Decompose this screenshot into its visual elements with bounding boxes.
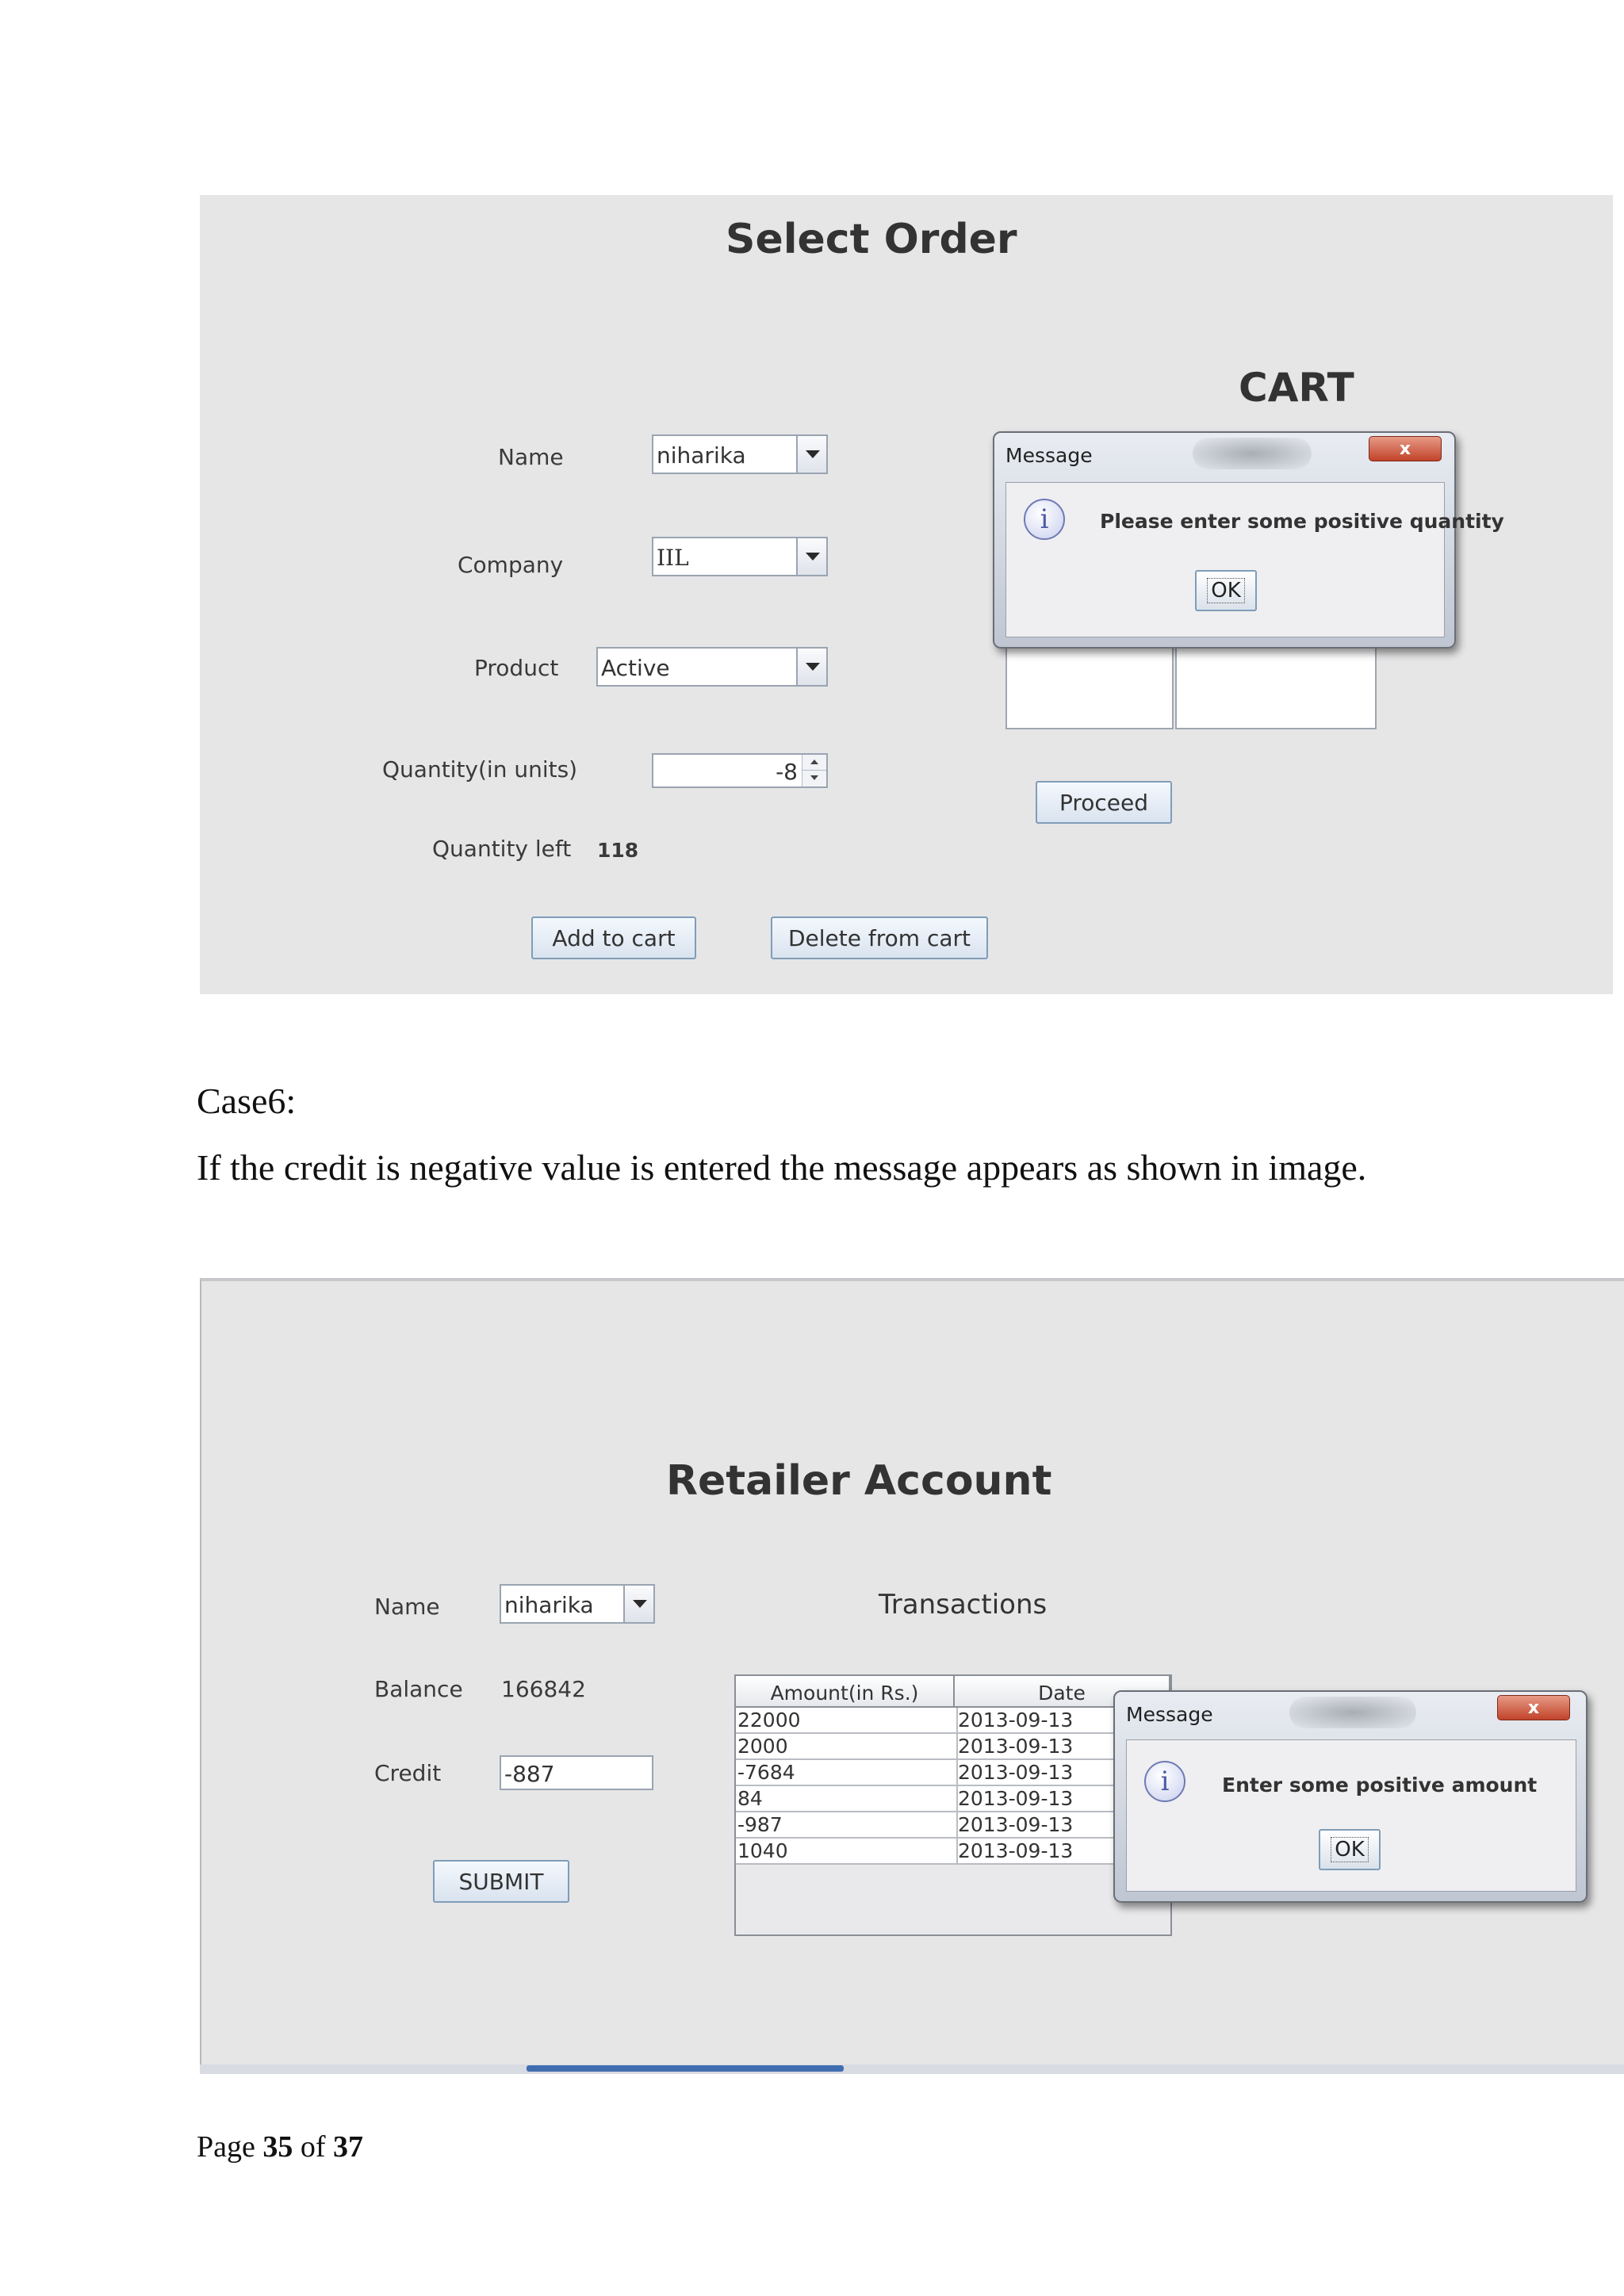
amount-cell: -987	[737, 1813, 783, 1836]
retailer-account-title: Retailer Account	[666, 1457, 1052, 1505]
ok-button[interactable]	[1195, 570, 1257, 611]
ok-button-label: OK	[1207, 578, 1245, 603]
of-word: of	[300, 2130, 326, 2164]
table-row[interactable]	[736, 1786, 1170, 1812]
quantity-left-value: 118	[597, 839, 639, 862]
table-row[interactable]	[736, 1760, 1170, 1786]
credit-input-value: -887	[504, 1761, 555, 1787]
date-cell: 2013-09-13	[956, 1708, 1170, 1732]
page-total: 37	[333, 2130, 364, 2164]
dialog-title: Message	[1126, 1703, 1213, 1726]
amount-cell: 84	[737, 1787, 763, 1810]
page-word: Page	[197, 2130, 255, 2164]
chevron-down-icon[interactable]	[623, 1586, 653, 1622]
transactions-title: Transactions	[879, 1589, 1048, 1621]
product-combobox[interactable]	[596, 647, 828, 687]
credit-label: Credit	[374, 1760, 442, 1786]
balance-label: Balance	[374, 1676, 463, 1702]
transactions-table[interactable]	[734, 1674, 1172, 1936]
proceed-button[interactable]: Proceed	[1036, 781, 1172, 824]
credit-input[interactable]	[500, 1755, 653, 1790]
amount-cell: 1040	[737, 1839, 788, 1862]
chevron-down-icon[interactable]	[796, 538, 826, 575]
case-description: If the credit is negative value is entered the message appears as shown in image.	[197, 1147, 1367, 1188]
dialog-message: Enter some positive amount	[1222, 1774, 1538, 1797]
retailer-name-combobox[interactable]	[500, 1584, 655, 1624]
table-row[interactable]	[736, 1839, 1170, 1865]
date-cell: 2013-09-13	[956, 1760, 1170, 1785]
add-to-cart-button[interactable]: Add to cart	[531, 916, 696, 959]
company-combobox[interactable]	[652, 537, 828, 576]
company-label: Company	[458, 552, 564, 578]
taskbar-strip	[200, 2064, 1624, 2074]
info-icon: i	[1144, 1761, 1185, 1802]
amount-cell: 2000	[737, 1735, 788, 1758]
quantity-left-label: Quantity left	[432, 836, 572, 862]
close-icon[interactable]: x	[1497, 1695, 1570, 1720]
cart-title: CART	[1239, 365, 1354, 411]
quantity-label: Quantity(in units)	[382, 756, 578, 783]
page-number: 35	[262, 2130, 293, 2164]
date-cell: 2013-09-13	[956, 1812, 1170, 1837]
dialog-titlebar-blur	[1289, 1697, 1416, 1728]
cart-table-cell	[1175, 634, 1377, 729]
product-combobox-value: Active	[601, 655, 670, 681]
close-icon[interactable]: x	[1369, 436, 1442, 461]
dialog-message: Please enter some positive quantity	[1100, 510, 1504, 533]
ok-button[interactable]	[1319, 1829, 1381, 1870]
retailer-name-value: niharika	[504, 1592, 594, 1618]
product-label: Product	[474, 655, 559, 681]
column-header-amount[interactable]: Amount(in Rs.)	[736, 1676, 955, 1708]
dialog-title: Message	[1005, 444, 1093, 467]
column-header-date[interactable]: Date	[955, 1676, 1170, 1708]
table-row[interactable]	[736, 1708, 1170, 1734]
info-icon: i	[1024, 499, 1065, 540]
cart-table-cell	[1005, 634, 1174, 729]
page-footer	[197, 2130, 363, 2164]
amount-cell: -7684	[737, 1761, 795, 1784]
table-row[interactable]	[736, 1812, 1170, 1839]
name-label: Name	[498, 444, 564, 470]
date-cell: 2013-09-13	[956, 1734, 1170, 1758]
message-dialog-amount	[1113, 1690, 1588, 1903]
taskbar-active-item	[527, 2065, 844, 2072]
name-combobox[interactable]	[652, 434, 828, 474]
select-order-title: Select Order	[726, 216, 1017, 263]
dialog-body	[1126, 1739, 1576, 1892]
date-cell: 2013-09-13	[956, 1839, 1170, 1863]
case-heading: Case6:	[197, 1081, 297, 1121]
dialog-titlebar-blur	[1193, 438, 1312, 469]
date-cell: 2013-09-13	[956, 1786, 1170, 1811]
message-dialog-quantity	[993, 431, 1504, 649]
delete-from-cart-button[interactable]: Delete from cart	[771, 916, 988, 959]
spinner-arrows[interactable]	[802, 755, 826, 786]
spinner-up-icon[interactable]	[810, 760, 818, 764]
quantity-spinner[interactable]	[652, 753, 828, 788]
retailer-name-label: Name	[374, 1594, 440, 1620]
chevron-down-icon[interactable]	[796, 436, 826, 473]
dialog-body	[1005, 482, 1504, 637]
submit-button[interactable]: SUBMIT	[433, 1860, 569, 1903]
ok-button-label: OK	[1331, 1837, 1369, 1862]
amount-cell: 22000	[737, 1709, 801, 1732]
table-row[interactable]	[736, 1734, 1170, 1760]
name-combobox-value: niharika	[657, 442, 746, 469]
balance-value: 166842	[501, 1676, 586, 1702]
spinner-down-icon[interactable]	[810, 775, 818, 780]
company-combobox-value: IIL	[657, 545, 689, 571]
chevron-down-icon[interactable]	[796, 649, 826, 685]
quantity-spinner-value: -8	[776, 759, 798, 785]
